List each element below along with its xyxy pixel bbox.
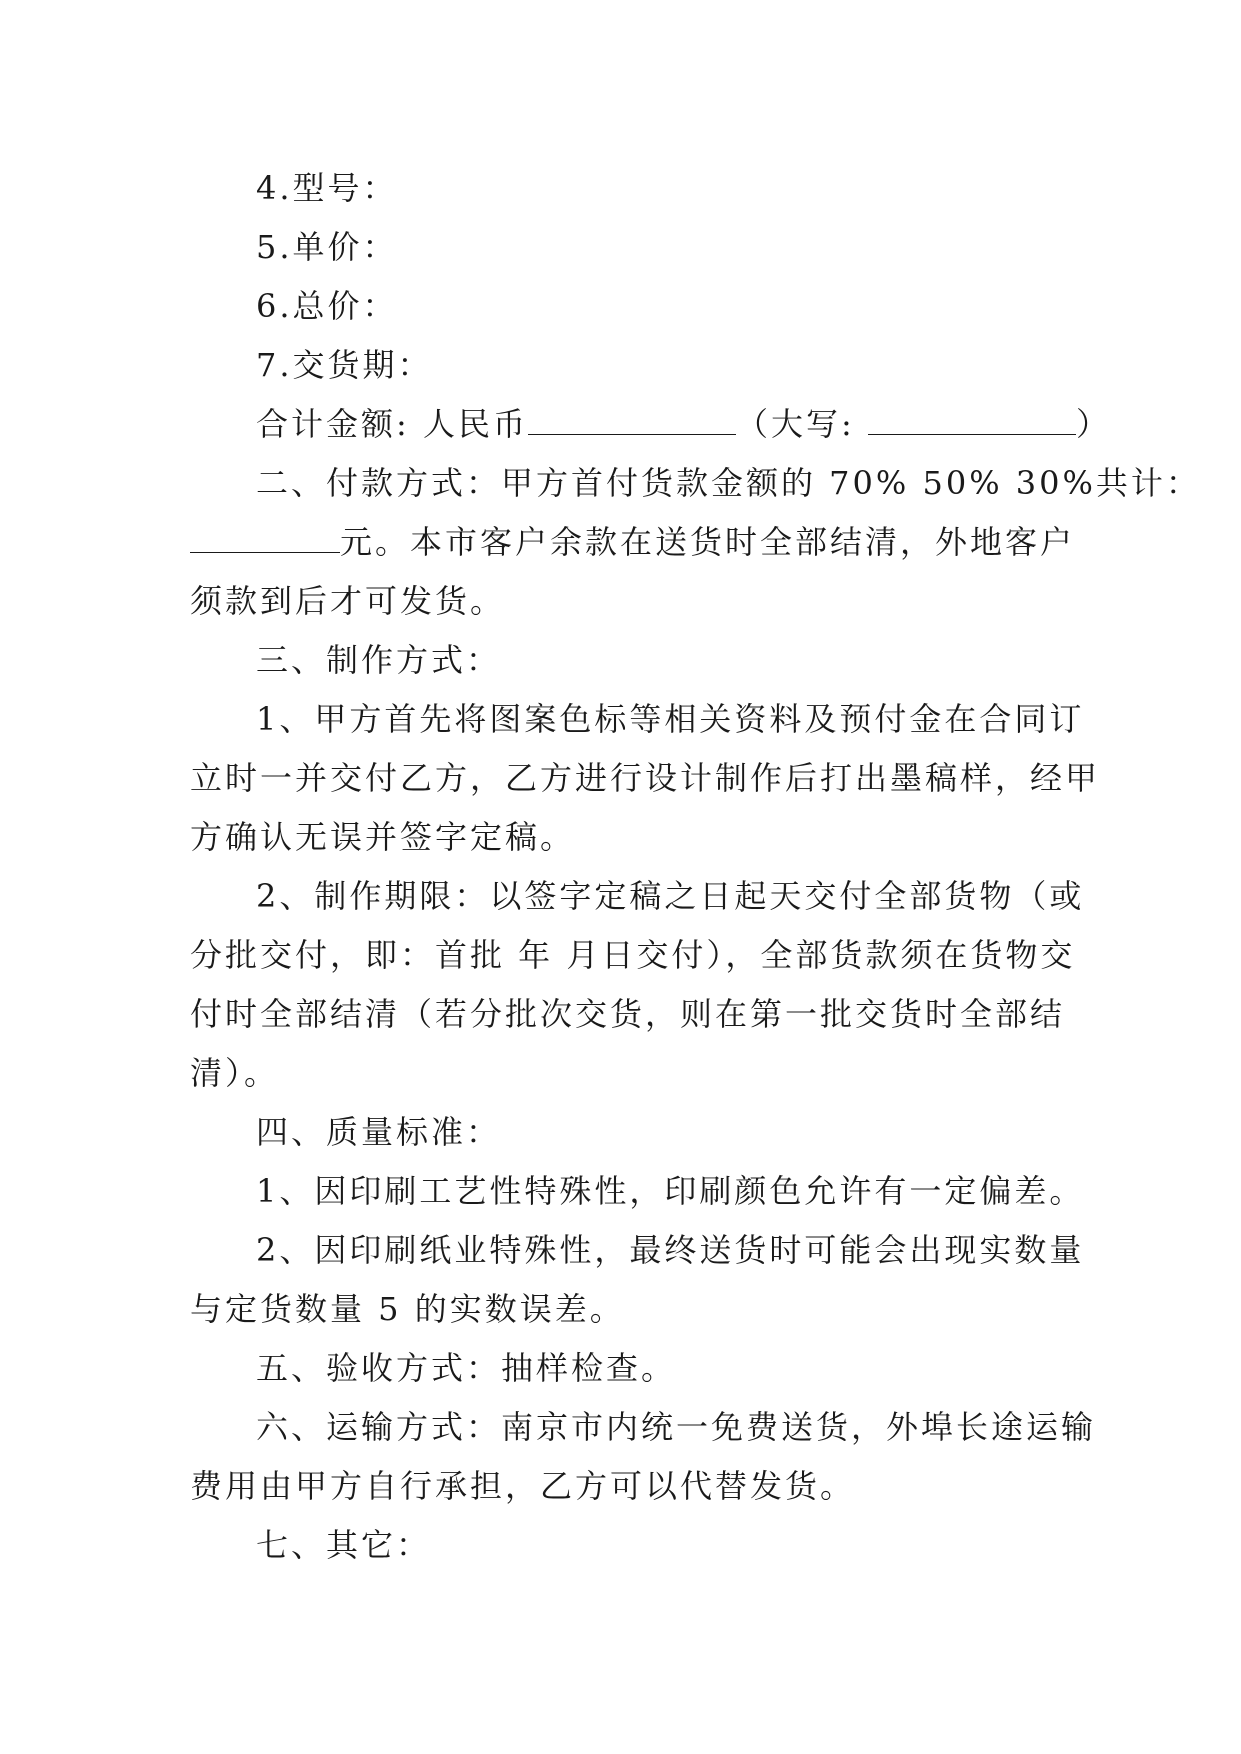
production-p2-line-2: 分批交付，即：首批 年 月日交付），全部货款须在货物交 [190, 936, 1076, 974]
quality-p2-line-2: 与定货数量 5 的实数误差。 [190, 1290, 625, 1328]
total-amount-uppercase-label: （大写: [735, 405, 868, 443]
payment-line-3: 须款到后才可发货。 [190, 582, 506, 620]
payment-line-2 [190, 522, 1075, 562]
amount-blank [528, 404, 736, 435]
quality-p1: 1、因印刷工艺性特殊性，印刷颜色允许有一定偏差。 [256, 1172, 1085, 1210]
quality-p2-line-1: 2、因印刷纸业特殊性，最终送货时可能会出现实数量 [256, 1231, 1085, 1269]
other-heading: 七、其它： [256, 1526, 432, 1564]
transport-line-2: 费用由甲方自行承担，乙方可以代替发货。 [190, 1467, 856, 1505]
quality-heading: 四、质量标准： [256, 1113, 502, 1151]
production-p2-line-3: 付时全部结清（若分批次交货，则在第一批交货时全部结 [190, 995, 1066, 1033]
production-p1-line-3: 方确认无误并签字定稿。 [190, 818, 576, 856]
item-unit-price: 5.单价： [256, 228, 398, 266]
total-amount-suffix: ） [1075, 405, 1111, 443]
item-delivery-date: 7.交货期： [256, 346, 433, 384]
production-p2-line-4: 清）。 [190, 1054, 280, 1092]
total-amount-prefix: 合计金额: 人民币 [256, 405, 528, 443]
payment-line-1: 二、付款方式：甲方首付货款金额的 70% 50% 30%共计： [256, 464, 1201, 502]
payment-line-2-text: 元。本市客户余款在送货时全部结清，外地客户 [340, 523, 1076, 561]
item-total-price: 6.总价： [256, 287, 398, 325]
production-heading: 三、制作方式： [256, 641, 502, 679]
total-amount-line [256, 404, 1111, 444]
acceptance-line: 五、验收方式：抽样检查。 [256, 1349, 677, 1387]
transport-line-1: 六、运输方式：南京市内统一免费送货，外埠长途运输 [256, 1408, 1097, 1446]
uppercase-amount-blank [868, 404, 1076, 435]
production-p1-line-2: 立时一并交付乙方，乙方进行设计制作后打出墨稿样，经甲 [190, 759, 1101, 797]
production-p2-line-1: 2、制作期限：以签字定稿之日起天交付全部货物（或 [256, 877, 1085, 915]
production-p1-line-1: 1、甲方首先将图案色标等相关资料及预付金在合同订 [256, 700, 1085, 738]
payment-amount-blank [190, 522, 340, 553]
item-model: 4.型号： [256, 169, 398, 207]
